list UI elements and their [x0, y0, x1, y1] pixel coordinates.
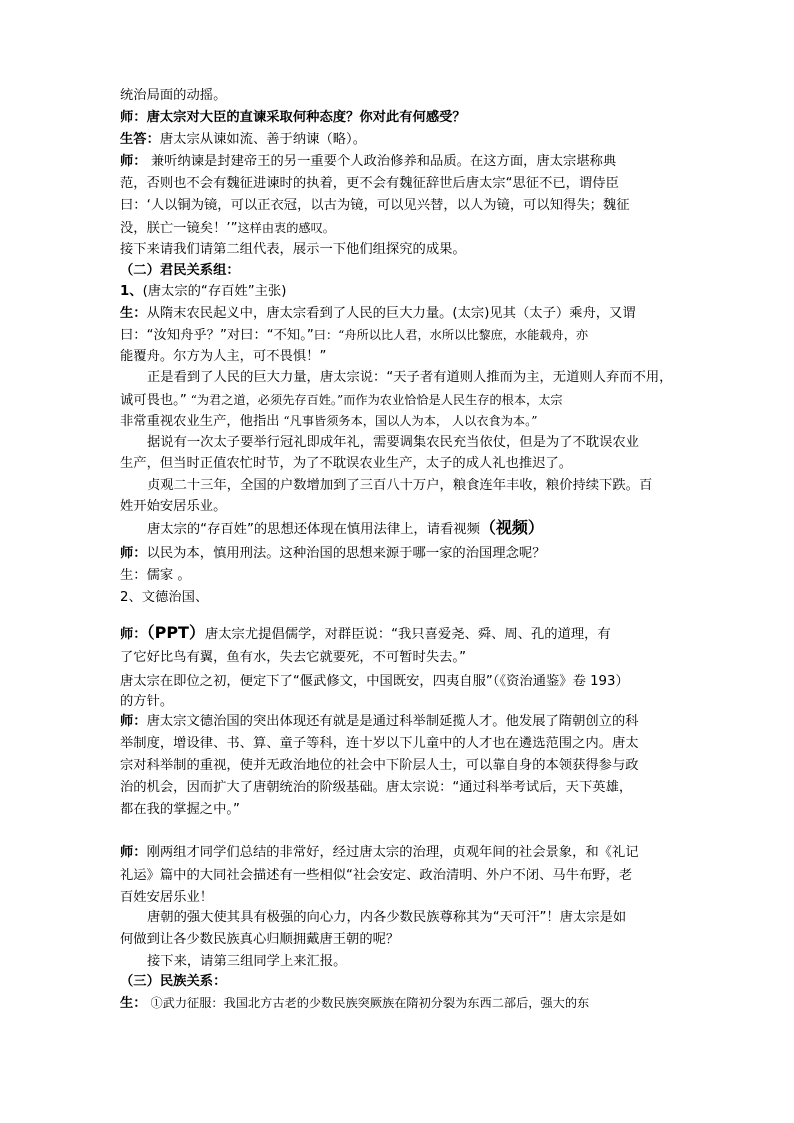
text-line — [147, 519, 544, 539]
text-line — [120, 757, 639, 775]
text-line — [147, 369, 672, 387]
text-line — [120, 131, 366, 149]
line-text: 以民为本，慎用刑法。这种治国的思想来源于哪一家的治国理念呢？ — [146, 546, 546, 561]
text-line — [120, 87, 226, 105]
line-text: 2、文德治国、 — [120, 590, 209, 605]
text-line — [120, 241, 466, 259]
text-line — [120, 262, 240, 280]
line-text: 接下来，请第三组同学上来汇报。 — [147, 954, 347, 969]
line-text: ①武力征服：我国北方古老的少数民族突厥族在隋初分裂为东西二部后，强大的东 — [146, 996, 590, 1010]
line-text: 唐太宗从谏如流、善于纳谏（略）。 — [159, 132, 366, 147]
text-line — [147, 477, 652, 495]
text-line — [120, 994, 589, 1013]
line-text: 没，朕亡一镜矣！’” — [120, 221, 238, 236]
text-line — [120, 735, 639, 753]
text-line — [120, 779, 632, 797]
line-text: 百姓安居乐业！ — [120, 890, 214, 905]
emphasis-text: 生： — [120, 996, 147, 1011]
line-text: 唐朝的强大使其具有极强的向心力，内各少数民族尊称其为“天可汗”！唐太宗是如 — [147, 910, 627, 925]
line-text: “凡事皆须务本，国以人为本， 人以衣食为本。” — [279, 414, 538, 428]
text-line — [120, 649, 466, 667]
text-line — [120, 931, 399, 949]
line-text: 统治局面的动摇。 — [120, 88, 227, 103]
line-text: 曰：‘人以铜为镜，可以正衣冠，以古为镜，可以见兴替，以人为镜，可以知得失；魏征 — [120, 198, 630, 213]
text-line — [120, 326, 588, 345]
emphasis-text: （二）君民关系组： — [120, 263, 240, 278]
text-line — [120, 109, 466, 127]
text-line — [120, 673, 629, 691]
text-line — [120, 589, 208, 607]
emphasis-text: （视频） — [479, 518, 544, 537]
text-line — [120, 867, 632, 885]
text-line — [120, 567, 191, 585]
emphasis-text: 唐太宗对大臣的直谏采取何种态度？你对此有何感受？ — [146, 110, 466, 125]
text-line — [120, 713, 639, 731]
line-text: 从隋末农民起义中，唐太宗看到了人民的巨大力量。(太宗)见其（太子）乘舟，又谓 — [146, 306, 636, 321]
line-text: 宗对科举制的重视，使并无政治地位的社会中下阶层人士，可以靠自身的本领获得参与政 — [120, 758, 639, 773]
emphasis-text: 师： — [120, 110, 147, 125]
text-line — [120, 412, 537, 431]
line-text: 举制度，增设律、书、算、童子等科，连十岁以下儿童中的人才也在遴选范围之内。唐太 — [120, 736, 639, 751]
line-text: 贞观二十三年，全国的户数增加到了三百八十万户，粮食连年丰收，粮价持续下跌。百 — [147, 478, 653, 493]
line-text: 了它好比鸟有翼，鱼有水，失去它就要死，不可暂时失去。” — [120, 650, 466, 665]
line-text: 礼运》篇中的大同社会描述有一些相似“社会安定、政治清明、外户不闭、马牛布野，老 — [120, 868, 633, 883]
line-text: 何做到让各少数民族真心归顺拥戴唐王朝的呢？ — [120, 932, 400, 947]
line-text: 曰：“汝知舟乎？”对曰：“不知。” — [120, 328, 314, 343]
emphasis-text: （PPT） — [146, 623, 205, 642]
text-line — [120, 973, 226, 991]
line-text: 都在我的掌握之中。” — [120, 802, 240, 817]
emphasis-text: 师： — [120, 845, 147, 860]
line-text: 生产，但当时正值农忙时节，为了不耽误农业生产，太子的成人礼也推迟了。 — [120, 456, 573, 471]
text-line — [120, 153, 616, 171]
emphasis-text: 师： — [120, 627, 147, 642]
text-line — [120, 219, 335, 238]
emphasis-text: 生： — [120, 306, 147, 321]
line-text: 接下来请我们请第二组代表，展示一下他们组探究的成果。 — [120, 242, 466, 257]
text-line — [120, 545, 546, 563]
line-text: 治的机会，因而扩大了唐朝统治的阶级基础。唐太宗说：“通过科举考试后，天下英雄， — [120, 780, 633, 795]
text-line — [147, 953, 346, 971]
line-text: 兼听纳谏是封建帝王的另一重要个人政治修养和品质。在这方面，唐太宗堪称典 — [146, 154, 617, 169]
text-line — [120, 801, 240, 819]
line-text: 刚两组才同学们总结的非常好，经过唐太宗的治理，贞观年间的社会景象，和《礼记 — [146, 845, 639, 860]
emphasis-text: （三）民族关系： — [120, 974, 227, 989]
line-text: 诚可畏也。” — [120, 393, 187, 408]
line-text: 生：儒家 。 — [120, 568, 191, 583]
line-text: 据说有一次太子要举行冠礼即成年礼，需要调集农民充当依仗，但是为了不耽误农业 — [147, 435, 639, 450]
line-text: 唐太宗尤提倡儒学，对群臣说：“我只喜爱尧、舜、周、孔的道理，有 — [204, 627, 611, 642]
text-line — [147, 434, 639, 452]
emphasis-text: 1、 — [120, 284, 143, 299]
text-line — [120, 889, 213, 907]
text-line — [120, 391, 563, 410]
emphasis-text: 师： — [120, 714, 147, 729]
line-text: 正是看到了人民的巨大力量，唐太宗说：“天子者有道则人推而为主，无道则人弃而不用， — [147, 370, 673, 385]
line-text: 唐太宗的“存百姓”的思想还体现在慎用法律上，请看视频 — [147, 522, 480, 537]
line-text: (唐太宗的“存百姓”主张) — [142, 284, 287, 299]
emphasis-text: 师： — [120, 154, 147, 169]
emphasis-text: 师： — [120, 546, 147, 561]
text-line — [120, 455, 572, 473]
line-text: 能覆舟。尔方为人主，可不畏惧！” — [120, 349, 327, 364]
text-line — [120, 624, 611, 644]
text-line — [147, 909, 626, 927]
text-line — [120, 305, 636, 323]
line-text: 范，否则也不会有魏征进谏时的执着，更不会有魏征辞世后唐太宗“思征不已，谓侍臣 — [120, 176, 619, 191]
text-line — [120, 348, 326, 366]
text-line — [120, 283, 286, 301]
line-text: 这样由衷的感叹。 — [237, 221, 335, 235]
line-text: 的方针。 — [120, 694, 174, 709]
line-text: 唐太宗在即位之初，便定下了“偃武修文，中国既安，四夷自服”（《资治通鉴》卷 193） — [120, 674, 629, 689]
line-text: 非常重视农业生产，他指出 — [120, 414, 280, 429]
line-text: 唐太宗文德治国的突出体现还有就是是通过科举制延揽人才。他发展了隋朝创立的科 — [146, 714, 639, 729]
text-line — [120, 498, 226, 516]
emphasis-text: 生答： — [120, 132, 160, 147]
text-line — [120, 197, 630, 215]
line-text: 曰：“舟所以比人君，水所以比黎庶，水能载舟，亦 — [313, 328, 589, 342]
text-line — [120, 844, 639, 862]
text-line — [120, 693, 173, 711]
line-text: “为君之道，必须先存百姓。”而作为农业恰恰是人民生存的根本，太宗 — [186, 393, 563, 407]
line-text: 姓开始安居乐业。 — [120, 499, 227, 514]
text-line — [120, 175, 619, 193]
